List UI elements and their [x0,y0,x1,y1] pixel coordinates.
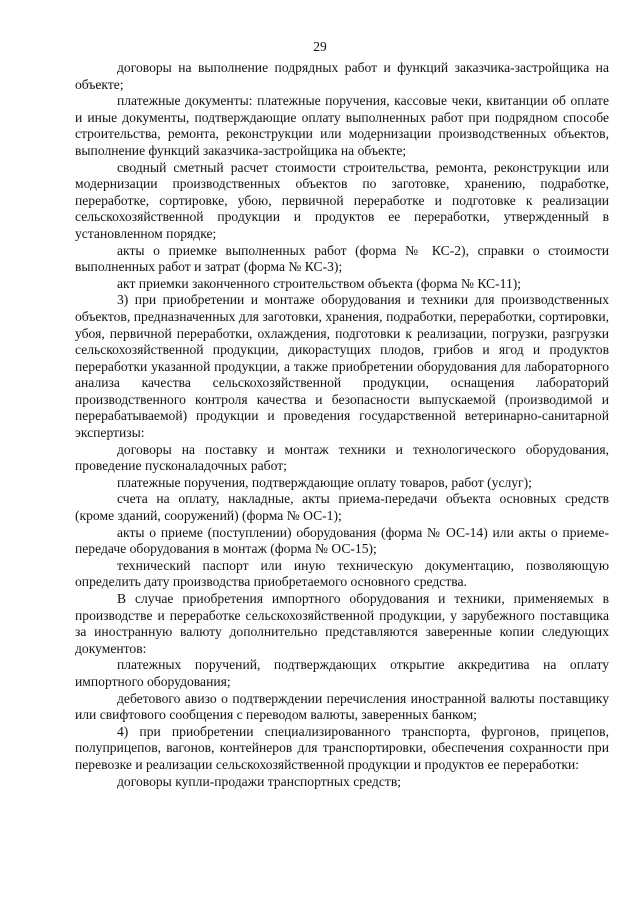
paragraph: сводный сметный расчет стоимости строительства, ремонта, реконструкции или модернизации производственных объектов по заготовке, хранению, подработке, переработке, сортировке, убою, первичной переработке и подготовке к реализации сельскохозяйственной продукции и продуктов ее переработки, утвержденный в установленном порядке; [75,159,609,241]
paragraph: договоры купли-продажи транспортных средств; [117,773,402,789]
paragraph: технический паспорт или иную техническую документацию, позволяющую определить дату производства приобретаемого основного средства. [75,557,609,590]
paragraph: 4) при приобретении специализированного транспорта, фургонов, прицепов, полуприцепов, вагонов, контейнеров для транспортировки, обеспечения сохранности при перевозке и реализации сельскохозяйственной продукции и продуктов ее переработки: [75,723,609,772]
paragraph: 3) при приобретении и монтаже оборудования и техники для производственных объектов, предназначенных для заготовки, хранения, подработки, переработки, сортировки, убоя, первичной переработки, охлаждения, подготовки к реализации, погрузки, разгрузки сельскохозяйственной продукции, дикорастущих плодов, грибов и ягод и продуктов переработки указанной продукции, а также приобретении оборудования для лабораторного анализа качества сельскохозяйственной продукции, оснащения лабораторий производственного контроля качества и безопасности выпускаемой (производимой и перерабатываемой) продукции и проведения государственной ветеринарно-санитарной экспертизы: [75,292,609,441]
paragraph: акт приемки законченного строительством объекта (форма № КС-11); [117,275,522,291]
paragraph: платежные поручения, подтверждающие оплату товаров, работ (услуг); [117,474,532,490]
paragraph: акты о приеме (поступлении) оборудования (форма № ОС-14) или акты о приеме-передаче оборудования в монтаж (форма № ОС-15); [75,524,609,557]
paragraph: договоры на поставку и монтаж техники и технологического оборудования, проведение пусконаладочных работ; [75,441,609,474]
paragraph: платежных поручений, подтверждающих открытие аккредитива на оплату импортного оборудования; [75,657,609,689]
paragraph: счета на оплату, накладные, акты приема-передачи объекта основных средств (кроме зданий, сооружений) (форма № ОС-1); [75,491,609,524]
paragraph: платежные документы: платежные поручения, кассовые чеки, квитанции об оплате и иные документы, подтверждающие оплату выполненных работ при подрядном способе строительства, ремонта, реконструкции или модернизации производственных объектов, выполнение функций заказчика-застройщика на объекте; [75,93,609,158]
paragraph: дебетового авизо о подтверждении перечисления иностранной валюты поставщику или свифтового сообщения с переводом валюты, заверенных банком; [75,690,609,723]
paragraph: акты о приемке выполненных работ (форма № КС-2), справки о стоимости выполненных работ и затрат (форма № КС-3); [75,242,609,275]
document-body [75,60,609,790]
paragraph: В случае приобретения импортного оборудования и техники, применяемых в производстве и переработке сельскохозяйственной продукции, у зарубежного поставщика за иностранную валюту дополнительно представляются заверенные копии следующих документов: [75,591,609,656]
paragraph: договоры на выполнение подрядных работ и функций заказчика-застройщика на объекте; [75,60,609,92]
page-number: 29 [313,39,327,54]
